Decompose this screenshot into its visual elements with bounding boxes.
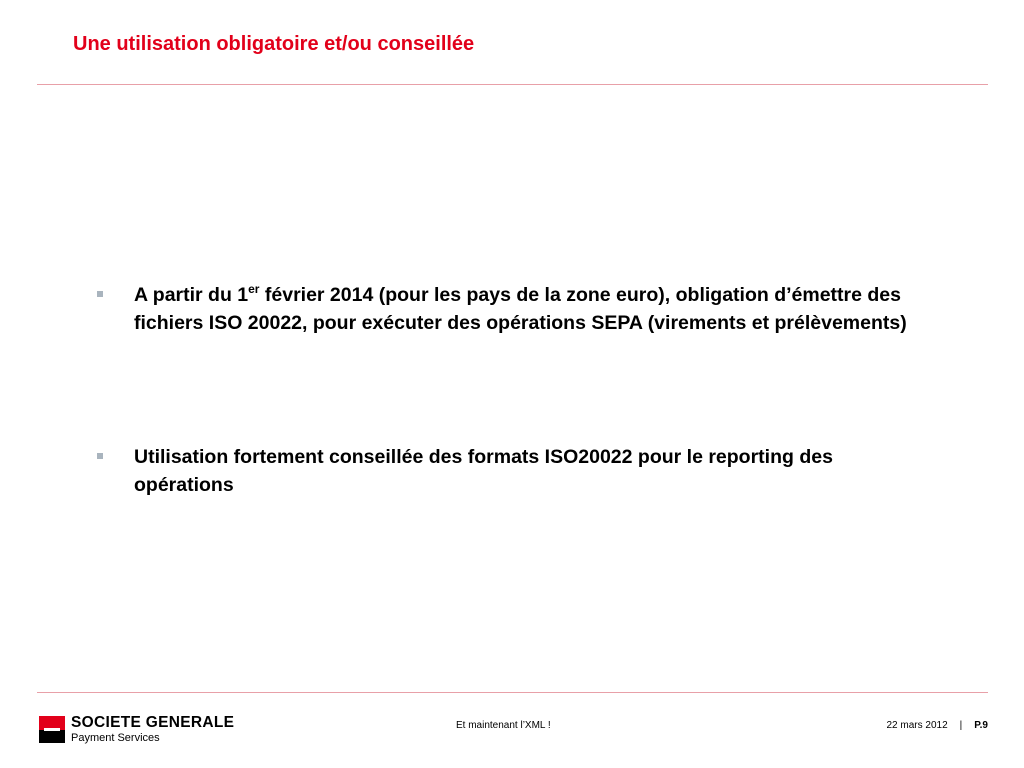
top-divider [37,84,988,85]
footer-separator: | [959,720,963,731]
bullet-item [97,281,912,337]
logo-subtitle: Payment Services [71,732,160,744]
bullet-text: Utilisation fortement conseillée des formats ISO20022 pour le reporting des opérations [134,446,833,496]
bullet-list-item-2-container [97,443,912,499]
slide-title: Une utilisation obligatoire et/ou conseillée [73,33,475,55]
bottom-divider [37,692,988,693]
bullet-text-end: février 2014 (pour les pays de la zone euro), obligation d’émettre des fichiers ISO 20022, pour exécuter des opérations SEPA (virements et prélèvements) [134,284,907,334]
bullet-text-start: A partir du 1 [134,284,249,306]
footer-presentation-title: Et maintenant l’XML ! [456,720,551,731]
societe-generale-logo [39,715,264,745]
logo-company-name: SOCIETE GENERALE [71,714,235,731]
page-number: P.9 [974,720,988,731]
bullet-item [97,443,912,499]
ordinal-superscript: er [248,282,260,296]
logo-mark-icon [39,716,65,743]
bullet-list-item-1-container [97,281,912,337]
footer-date-page [887,720,989,731]
square-bullet-icon [97,291,103,297]
footer-date: 22 mars 2012 [886,720,948,731]
square-bullet-icon [97,453,103,459]
